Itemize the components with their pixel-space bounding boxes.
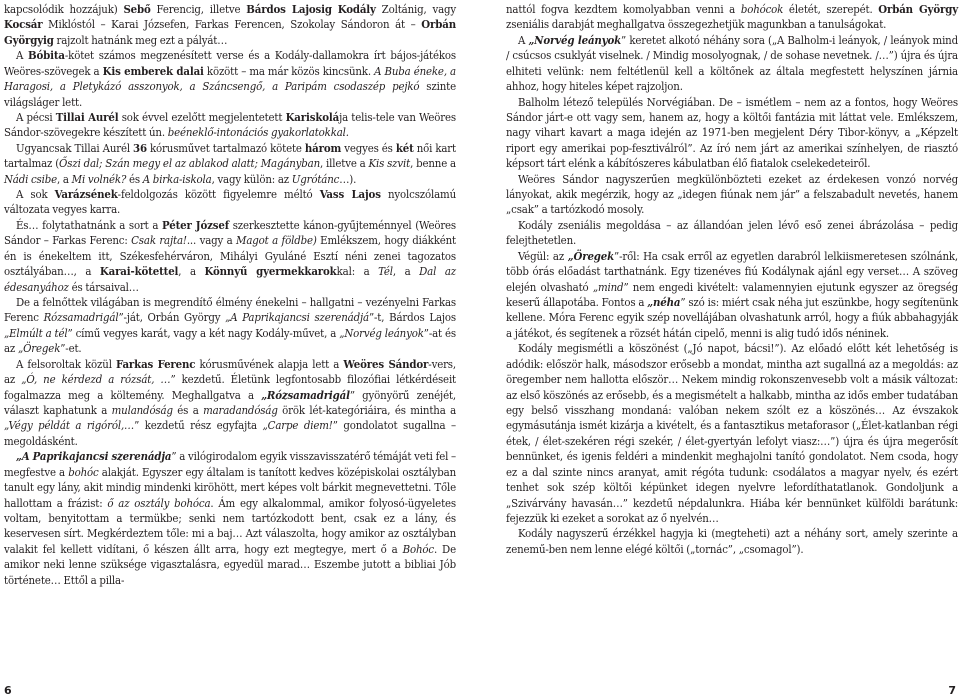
text-run: Vass Lajos [319, 187, 381, 202]
text-run: Rózsamadrigál [43, 310, 119, 325]
text-run: „Rózsamadrigál [261, 387, 350, 402]
text-run: , a [392, 264, 420, 279]
text-run: ”-at és az [4, 325, 456, 356]
text-run: Varázsének [54, 187, 118, 202]
right-text-column [506, 2, 958, 557]
text-run: A birka-iskola [142, 171, 212, 186]
text-run: Bárdos Lajosig [246, 2, 332, 16]
text-run: Végül: az [518, 248, 568, 263]
text-run: ”-ját, Orbán György [118, 310, 226, 325]
text-run: kórusművet tartalmazó kötete [146, 140, 305, 155]
paragraph [4, 449, 456, 588]
text-run: Csak rajta! [131, 233, 187, 248]
text-run: Karai-kötettel [99, 264, 179, 279]
text-run: , a [178, 264, 205, 279]
text-run: ő az osztály bohóca [107, 495, 211, 510]
text-run: mulandóság [111, 402, 173, 417]
paragraph [506, 33, 958, 95]
text-run: kal: a [336, 264, 379, 279]
text-run: Weöres Sándor nagyszerűen megkülönbözteti ezeket az érdekesen vonzó norvég lányokat, akik megérzik, hogy az „idegen fiúnak nem jár” a felszabadult nevetés, hanem „csak” a tartózkodó mosoly. [506, 171, 958, 217]
text-run: Orbán György [878, 2, 958, 16]
text-run: Mi volnék? [71, 171, 127, 186]
text-run: Ferencig, illetve [150, 2, 247, 16]
paragraph [506, 95, 958, 172]
text-run: örök lét-kategóriáira, és mintha a [277, 402, 456, 417]
text-run: „A Paprikajancsi szerenádja [16, 449, 172, 464]
text-run: ” című vegyes karát, vagy a két nagy Kodály-művet, a [67, 325, 340, 340]
paragraph [4, 48, 456, 110]
text-run: sok évvel ezelőtt megjelentetett [118, 109, 286, 124]
text-run: Zoltánig, vagy [375, 2, 456, 16]
text-run: ” gondolatot sugallna – megoldásként. [4, 418, 456, 448]
text-run: ”-et. [60, 341, 82, 356]
text-run: bohóc [68, 464, 99, 479]
text-run: és társaival… [68, 279, 139, 294]
text-run: Farkas Ferenc [115, 356, 196, 371]
text-run: és a [172, 402, 204, 417]
text-run: kapcsolódik hozzájuk) [4, 2, 124, 16]
text-run: Kodály megismétli a köszönést („Jó napot, bácsi!”). Az előadó előtt két lehetőség is adódik: először halk, másodszor erősebb a mondat, mintha azt sugallná az a megoldás: az öregember nem hallotta először… Nekem mindig rokonszenvesebb volt a másik változat: az első köszönés az erősebb, és a megismételt a halkabb, mintha az idős ember tudatában egy belső visszhang mondaná: valóban nekem szólt ez a köszönés… Az évszakok egymásutánja ismét kizárja a kivételt, és a fantasztikus metaforasor („Élet-katlanban régi étek, / élet-szekéren régi szekér, / élet-gyertyán lefolyt viasz:…”) újra és újra megerősít bennünket, és igenis feldéri a mindenkit meghajolni tanító gondolatot. Nem csoda, hogy ez a dal szinte nincs aranyat, amit régóta tudunk: csodálatos a magyar nyelv, és ezért tenhet sok szép költői képünket idegen nyelvre lefordíthatatlanok. Gondoljunk a „Szivárvány havasán…” kezdetű népdalunkra. Hiába kér bennünket külföldi barátunk: fejezzük ki ezeket a sorokat az ő nyelvén… [506, 341, 958, 525]
text-run: ” szó is: miért csak néha jut eszünkbe, hogy segítenünk kellene. Móra Ferenc egyik szép novellájában olvashatunk arról, hogy a fiúk abbahagyják a játékot, és segítenek a rözsét hátán cipelő, menni is alig tudó idős néninek. [506, 295, 958, 340]
text-run: „Öregek [17, 341, 61, 356]
text-run: szerkesztette kánon-gyűjteménnyel (Weöres Sándor – Farkas Ferenc: [4, 217, 457, 248]
text-run: maradandóság [203, 402, 278, 417]
text-run: életét, szerepét. [783, 2, 879, 16]
text-run: Bohóc [402, 541, 434, 556]
text-run: „Elmúlt a tél [4, 325, 68, 340]
text-run: „Ó, ne kérdezd a rózsát, … [21, 372, 171, 387]
text-run: Kodály zseniális megoldása – az állandóan jelen lévő eső zenei ábrázolása – pedig felejthetetlen. [506, 217, 958, 248]
text-run: „Norvég leányok [339, 325, 424, 340]
text-run: Kodály nagyszerű érzékkel hagyja ki (megteheti) azt a néhány sort, amely szerinte a zenemű-ben nem lenne elégé költői („tornác”, „csomagol”). [506, 526, 958, 556]
paragraph [4, 141, 456, 187]
text-run: Balholm létező település Norvégiában. De – ismétlem – nem az a fontos, hogy Weöres Sándor járt-e ott vagy sem, hanem az, hogy a költői fantázia mit láttat vele. Emlékszem, nagy vihart kavart a maga idején az 1971-ben megjelent Déry Tibor-könyv, a „Képzelt riport egy amerikai pop-fesztiválról”. Az író nem járt az amerikai színhelyen, de riasztó képsort tárt elénk a kábítószeres kábulatban élő fiatalok cselekedeteiről. [506, 94, 958, 171]
left-text-column [4, 2, 456, 588]
text-run: Tél [378, 264, 393, 279]
text-run: Ugyancsak Tillai Aurél [16, 140, 134, 155]
text-run: ”-ről: Ha csak erről az egyetlen darabról lelkiismeretesen szólnánk, több órás előadást tarthatnánk. Egy tizenéves fiú Kodálynak ajánl egy verset… A szöveg elején olvasható [506, 248, 958, 294]
text-run: …). [339, 171, 357, 186]
text-run: Könnyű gyermekkarok [204, 264, 337, 279]
text-run: „A Paprikajancsi szerenádjá [225, 310, 369, 325]
text-run: 36 [133, 140, 147, 155]
paragraph [506, 218, 958, 249]
paragraph [4, 295, 456, 357]
text-run: két [395, 140, 414, 155]
text-run: Őszi dal; Szán megy el az ablakod alatt; Magányban [59, 156, 321, 171]
text-run: ” a vilógirodalom egyik visszavisszatérő témáját veti fel – megfestve a [4, 449, 456, 479]
paragraph [4, 218, 456, 295]
text-run: kórusművének alapja lett a [195, 356, 344, 371]
text-run: ja telis-tele van Weöres Sándor-szövegekre készített ún. [4, 109, 457, 140]
text-run: Weöres Sándor [343, 356, 429, 371]
text-run: . De amikor neki lenne szüksége vigasztalásra, egyedül marad… Eszembe jutott a bibliai Jób története… Ettől a pilla- [4, 541, 456, 587]
paragraph [4, 2, 456, 48]
text-run: Nádi csibe [4, 171, 58, 186]
text-run: között – ma már közös kincsünk. [203, 63, 375, 78]
text-run: Dal az édesanyához [4, 264, 456, 294]
text-run: „Végy példát a rigóról,… [4, 418, 135, 433]
text-run: alakját. Egyszer egy általam is tanított kedves középiskolai osztályban tanult egy lány, akit mindig mindenki kiröhött, mert képes volt bárkit megnevettetni. Tőle hallottam a frázist: [4, 464, 456, 510]
text-run: és [126, 171, 143, 186]
text-run: ” keretet alkotó néhány sora („A Balholm-i leányok, / leányok mind / csúcsos csuklyát viselnek. / Mindig mosolyognak, / de sohase nevetnek. /…”) újra és újra elhiteti velünk: nem feltétlenül kell a költőnek az általa megfestett helyszínen járnia ahhoz, hogy hiteles képet rajzoljon. [506, 32, 958, 94]
text-run: A pécsi [16, 109, 56, 124]
text-run: „néha [647, 295, 681, 310]
paragraph [506, 2, 958, 33]
text-run: nyolcszólamú változata vegyes karra. [4, 187, 456, 217]
text-run: szinte világsláger lett. [4, 79, 456, 109]
paragraph [4, 110, 456, 141]
text-run: Bóbita [28, 48, 65, 63]
text-run: Orbán Györgyig [4, 17, 456, 47]
right-page-number: 7 [948, 684, 956, 697]
text-run: A [16, 48, 29, 63]
text-run: Ugrótánc [291, 171, 340, 186]
text-run: Kocsár [4, 17, 43, 32]
text-run: „Norvég leányok [528, 32, 622, 47]
text-run: vegyes és [341, 140, 396, 155]
paragraph [506, 526, 958, 557]
text-run: ”-t, Bárdos Lajos [368, 310, 456, 325]
text-run: bohócok [740, 2, 784, 16]
text-run: És… folytathatnánk a sort a [16, 217, 163, 232]
text-run: Emlékszem, hogy diákként én is énekeltem itt, Székesfehérváron, Mihályi Gyuláné Esztí néni zenei tagozatos osztályában…, a [4, 233, 456, 279]
text-run: rajzolt hatnánk meg ezt a pályát… [53, 32, 228, 47]
text-run: nattól fogva kezdtem komolyabban venni a [506, 2, 741, 16]
text-run: -kötet számos megzenésített verse és a Kodály-dallamokra írt bájos-játékos Weöres-szövegek a [4, 48, 456, 78]
text-run: Kodály [337, 2, 376, 16]
text-run: Miklóstól – Karai Józsefen, Farkas Ferencen, Szokolay Sándoron át – [42, 17, 422, 32]
text-run: Magot a földbe) [236, 233, 317, 248]
text-run: ” nem engedi kivételt: valamennyien ejutunk egyszer az öregség keserű állapotába. Fontos a [506, 279, 958, 310]
text-run: -feldolgozás között figyelemre méltó [117, 187, 320, 202]
text-run: Tillai Aurél [55, 109, 119, 124]
text-run: Kis szvit [368, 156, 411, 171]
paragraph [4, 357, 456, 450]
text-run: női kart tartalmaz ( [4, 140, 456, 171]
text-run: „Carpe diem! [262, 418, 333, 433]
text-run: , illetve a [320, 156, 369, 171]
text-run: ” kezdetű rész egyfajta [134, 418, 263, 433]
text-run: zseniális darabját meghallgatva összegezhetjük magunkban a tanulságokat. [506, 17, 887, 32]
paragraph [4, 187, 456, 218]
text-run: -vers, az [4, 356, 456, 387]
text-run: Sebő [123, 2, 151, 16]
text-run: ” gyönyörű zenéjét, választ kaphatunk a [4, 387, 456, 417]
left-page-number: 6 [4, 684, 12, 697]
text-run: Kariskolá [285, 109, 340, 124]
text-run: A felsoroltak közül [16, 356, 116, 371]
text-run: A [518, 32, 529, 47]
paragraph [506, 172, 958, 218]
paragraph [506, 341, 958, 526]
text-run: három [304, 140, 342, 155]
text-run: Péter József [162, 217, 229, 232]
text-run: beéneklő-intonációs gyakorlatokkal. [167, 125, 349, 140]
text-run: . Ám egy alkalommal, amikor folyosó-ügyeletes voltam, benyitottam a termükbe; senki nem tartózkodott bent, csak ez a lány, és keservesen sírt. Megkérdeztem tőle: mi a baj… Azt válaszolta, hogy amikor az osztályban valakit fel kellett vidítani, ő készen állt arra, hogy ezt megtegye, mert ő a [4, 495, 456, 556]
paragraph [506, 249, 958, 342]
text-run: ... vagy a [186, 233, 237, 248]
text-run: Kis emberek dalai [102, 63, 204, 78]
text-run: De a felnőttek világában is megrendítő élmény énekelni – hallgatni – vezényelni Farkas Ferenc [4, 295, 456, 325]
text-run: A sok [16, 187, 55, 202]
text-run: , a [57, 171, 72, 186]
text-run: „mind [592, 279, 624, 294]
text-run: ” kezdetű. Életünk legfontosabb filozófiai létkérdéseit fogalmazza meg a költemény. Meghallgatva a [4, 372, 457, 402]
text-run: , benne a [410, 156, 456, 171]
text-run: , vagy külön: az [211, 171, 292, 186]
text-run: „Öregek [567, 248, 615, 263]
text-run: A Buba éneke, a Haragosi, a Pletykázó asszonyok, a Száncsengő, a Paripám csodaszép pejkó [4, 63, 456, 94]
